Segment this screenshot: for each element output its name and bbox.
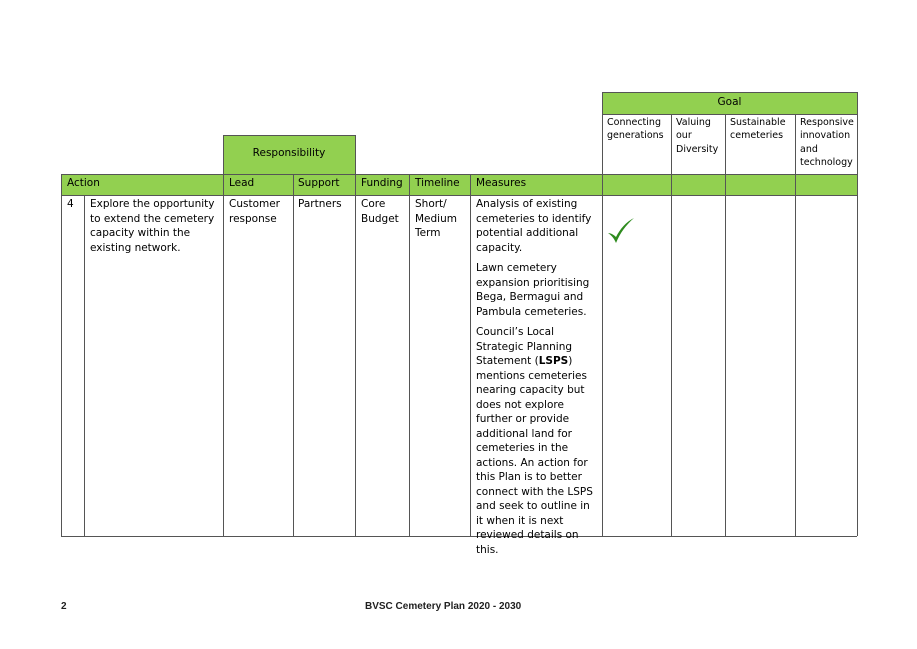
col-header-support: Support (298, 177, 340, 189)
goal-header: Goal (717, 96, 742, 108)
col-header-funding: Funding (361, 177, 403, 189)
col-header-action: Action (67, 177, 100, 189)
measure-paragraph-2: Lawn cemetery expansion prioritising Bega, Bermagui and Pambula cemeteries. (476, 262, 590, 318)
responsibility-header: Responsibility (252, 147, 326, 159)
check-icon (606, 216, 636, 246)
goal-col-responsive-innovation: Responsive innovation and technology (800, 117, 854, 169)
col-header-measures: Measures (476, 177, 527, 189)
goal-col-sustainable-cemeteries: Sustainable cemeteries (730, 117, 786, 142)
measure-paragraph-1: Analysis of existing cemeteries to identify potential additional capacity. (476, 198, 592, 254)
col-header-lead: Lead (229, 177, 255, 189)
row-number: 4 (67, 198, 74, 210)
row-timeline: Short/ Medium Term (415, 198, 457, 239)
measure-p3-after: ) mentions cemeteries nearing capacity but does not explore further or provide additional land for cemeteries in the actions. An action for this Plan is to better connect with the LSPS and seek to outline in it when it is next reviewed details on this. (476, 355, 593, 556)
row-lead: Customer response (229, 198, 281, 225)
footer-title: BVSC Cemetery Plan 2020 - 2030 (365, 601, 522, 612)
row-action: Explore the opportunity to extend the cemetery capacity within the existing network. (90, 198, 215, 254)
goal-col-valuing-our-diversity: Valuing our Diversity (676, 117, 719, 155)
row-support: Partners (298, 198, 342, 210)
page-number: 2 (61, 601, 67, 612)
col-header-timeline: Timeline (415, 177, 460, 189)
row-measures (476, 197, 600, 563)
goal-col-connecting-generations: Connecting generations (607, 117, 664, 142)
measure-paragraph-3 (476, 325, 600, 557)
lsps-abbrev: LSPS (538, 355, 569, 367)
measure-p3-before: Council’s Local Strategic Planning Statement ( (476, 326, 573, 367)
row-funding: Core Budget (361, 198, 399, 225)
